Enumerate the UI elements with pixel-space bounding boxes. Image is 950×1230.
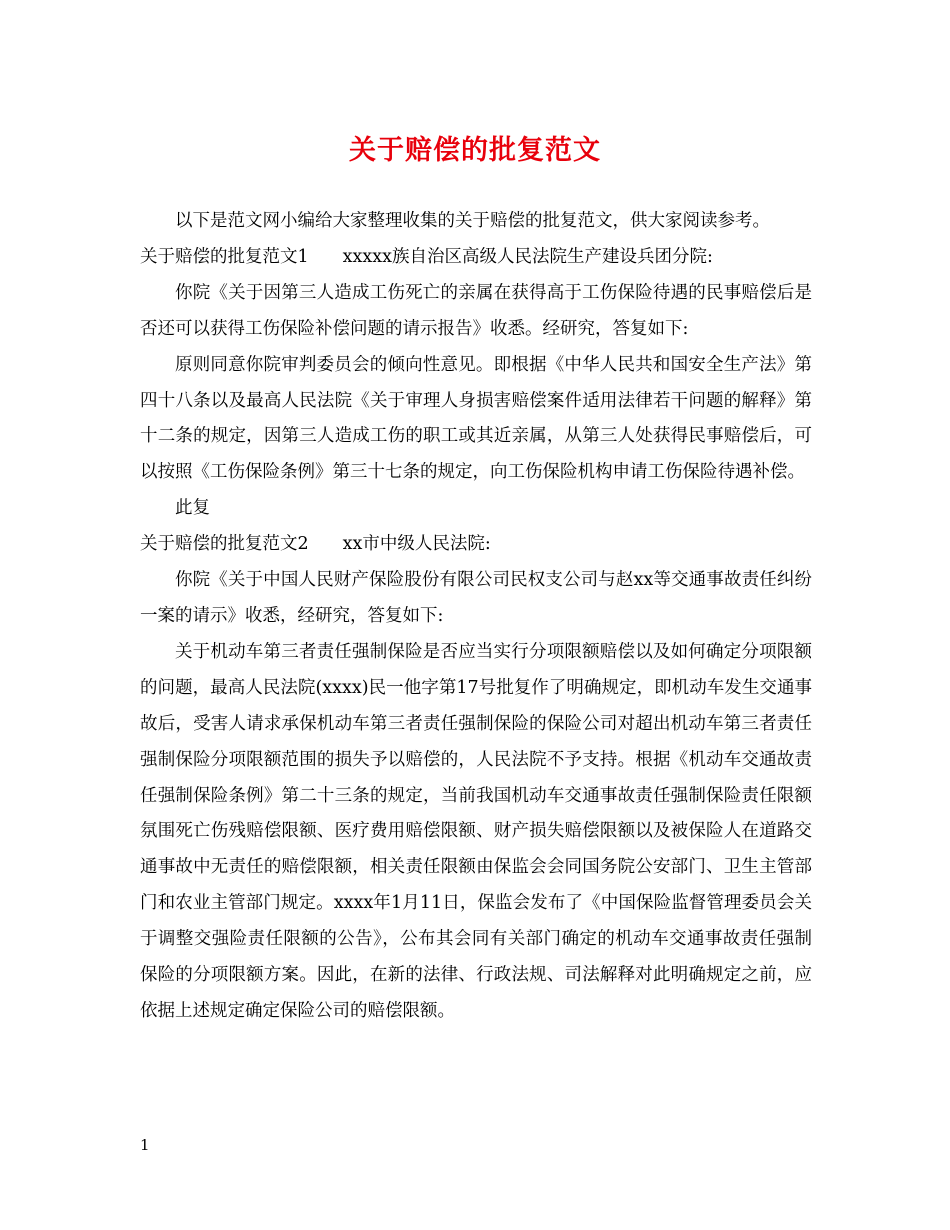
section1-paragraph-1: 你院《关于因第三人造成工伤死亡的亲属在获得高于工伤保险待遇的民事赔偿后是否还可以获得工伤保险补偿问题的请示报告》收悉。经研究，答复如下:: [140, 282, 812, 339]
document-body: [140, 204, 812, 1030]
section2-addressee: xx市中级人民法院:: [342, 534, 491, 555]
section1-closing: 此复: [175, 498, 210, 519]
section1-paragraph-2: 原则同意你院审判委员会的倾向性意见。即根据《中华人民共和国安全生产法》第四十八条以及最高人民法院《关于审理人身损害赔偿案件适用法律若干问题的解释》第十二条的规定，因第三人造成工伤的职工或其近亲属，从第三人处获得民事赔偿后，可以按照《工伤保险条例》第三十七条的规定，向工伤保险机构申请工伤保险待遇补偿。: [140, 354, 812, 483]
intro-paragraph: 以下是范文网小编给大家整理收集的关于赔偿的批复范文，供大家阅读参考。: [175, 211, 770, 231]
document-title: 关于赔偿的批复范文: [349, 135, 601, 166]
section2-paragraph-1: 你院《关于中国人民财产保险股份有限公司民权支公司与赵xx等交通事故责任纠纷一案的请示》收悉，经研究，答复如下:: [140, 570, 812, 626]
section1-addressee: xxxxx族自治区高级人民法院生产建设兵团分院:: [342, 246, 713, 267]
section1-heading: 关于赔偿的批复范文1: [140, 246, 309, 267]
section2-heading-line: [140, 527, 812, 563]
section2-heading: 关于赔偿的批复范文2: [140, 534, 309, 555]
section2-paragraph-2: 关于机动车第三者责任强制保险是否应当实行分项限额赔偿以及如何确定分项限额的问题，最高人民法院(xxxx)民一他字第17号批复作了明确规定，即机动车发生交通事故后，受害人请求承保机动车第三者责任强制保险的保险公司对超出机动车第三者责任强制保险分项限额范围的损失予以赔偿的，人民法院不予支持。根据《机动车交通故责任强制保险条例》第二十三条的规定，当前我国机动车交通事故责任强制保险责任限额氛围死亡伤残赔偿限额、医疗费用赔偿限额、财产损失赔偿限额以及被保险人在道路交通事故中无责任的赔偿限额，相关责任限额由保监会会同国务院公安部门、卫生主管部门和农业主管部门规定。xxxx年1月11日，保监会发布了《中国保险监督管理委员会关于调整交强险责任限额的公告》，公布其会同有关部门确定的机动车交通事故责任强制保险的分项限额方案。因此，在新的法律、行政法规、司法解释对此明确规定之前，应依据上述规定确定保险公司的赔偿限额。: [140, 641, 812, 1021]
page-number: 1: [140, 1136, 150, 1154]
section1-heading-line: [140, 240, 812, 276]
